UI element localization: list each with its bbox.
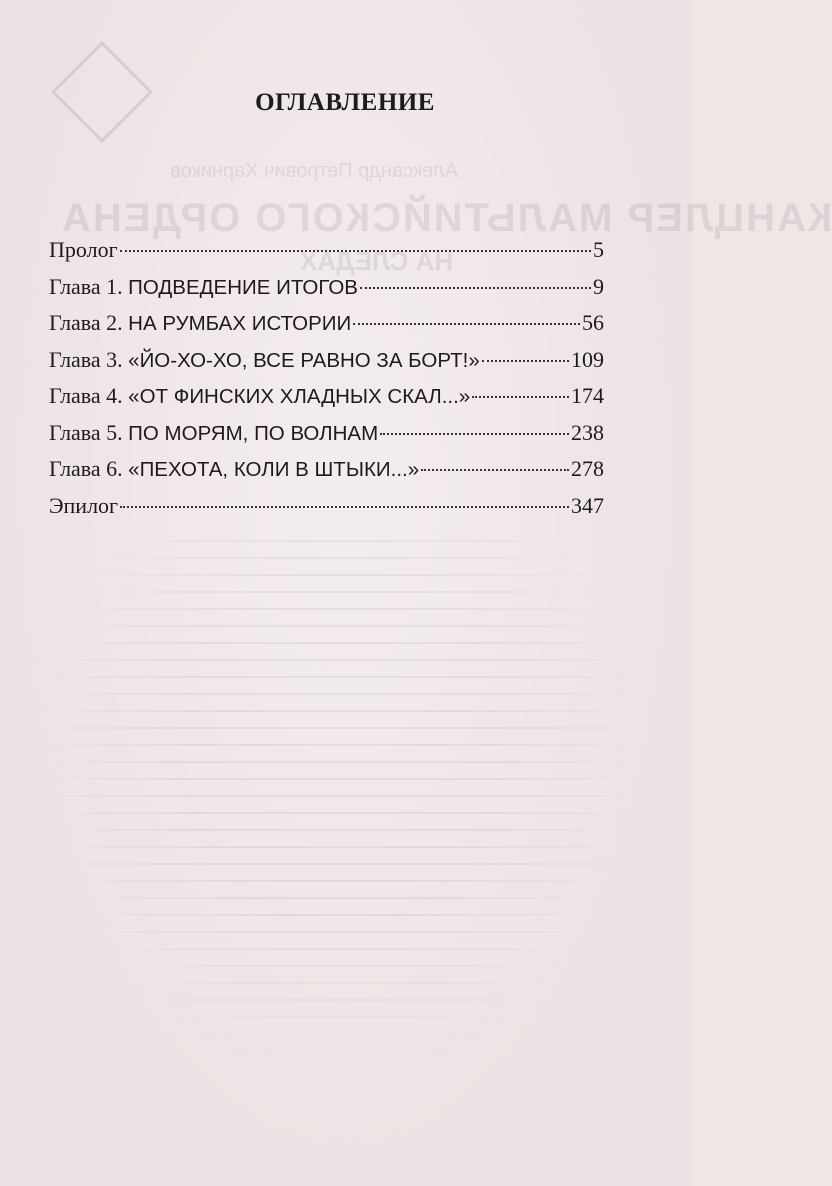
toc-entry-label	[49, 415, 378, 452]
toc-entry-label	[49, 342, 480, 379]
toc-entry-label	[49, 451, 419, 488]
toc-entry-prefix: Глава 5.	[49, 419, 123, 445]
toc-entry-title: НА РУМБАХ ИСТОРИИ	[128, 312, 352, 335]
bleed-through-imprint	[60, 540, 620, 1060]
toc-page-number: 9	[593, 273, 604, 299]
toc-dot-leader	[482, 360, 569, 362]
toc-entry-prefix: Пролог	[49, 237, 118, 262]
toc-dot-leader	[421, 469, 569, 471]
toc-entry-label	[49, 305, 351, 342]
toc-entry-label	[49, 232, 118, 268]
toc-entry-title: «ОТ ФИНСКИХ ХЛАДНЫХ СКАЛ...»	[128, 385, 471, 408]
toc-page-number: 109	[571, 346, 604, 372]
bleed-through-author: Александр Петрович Харников	[170, 160, 459, 182]
toc-entry-chapter-1[interactable]	[49, 269, 604, 306]
toc-entry-label	[49, 488, 118, 524]
toc-heading: ОГЛАВЛЕНИЕ	[255, 89, 435, 116]
toc-page-number: 238	[571, 419, 604, 445]
toc-entry-chapter-3[interactable]	[49, 342, 604, 379]
toc-entry-prefix: Глава 2.	[49, 310, 123, 335]
toc-entry-title: «ЙО-ХО-ХО, ВСЕ РАВНО ЗА БОРТ!»	[128, 348, 480, 372]
toc-entry-title: ПОДВЕДЕНИЕ ИТОГОВ	[128, 275, 358, 299]
toc-entry-prefix: Глава 3.	[49, 346, 123, 372]
bleed-through-book-title: КАНЦЛЕР МАЛЬТИЙСКОГО ОРДЕНА	[60, 196, 832, 240]
toc-entry-chapter-6[interactable]	[49, 451, 604, 488]
toc-entry-label	[49, 269, 358, 306]
toc-entry-prefix: Эпилог	[49, 492, 119, 518]
toc-page-number: 5	[593, 237, 604, 262]
toc-entry-chapter-2[interactable]	[49, 305, 604, 342]
toc-page-number: 56	[582, 310, 604, 335]
toc-entry-prefix: Глава 6.	[49, 456, 123, 481]
toc-page-number: 347	[571, 492, 604, 518]
toc-dot-leader	[120, 250, 591, 252]
toc-dot-leader	[353, 323, 580, 325]
toc-entry-epilogue[interactable]	[49, 488, 604, 525]
toc-entry-label	[49, 378, 470, 415]
toc-entry-title: «ПЕХОТА, КОЛИ В ШТЫКИ...»	[128, 458, 420, 481]
toc-page-number: 174	[571, 383, 604, 408]
toc-entry-title: ПО МОРЯМ, ПО ВОЛНАМ	[128, 421, 379, 445]
toc-entry-prologue[interactable]	[49, 232, 604, 269]
toc-list	[49, 232, 604, 524]
toc-entry-chapter-5[interactable]	[49, 415, 604, 452]
toc-dot-leader	[120, 506, 569, 508]
toc-dot-leader	[380, 433, 569, 435]
toc-dot-leader	[360, 287, 591, 289]
toc-entry-prefix: Глава 4.	[49, 383, 123, 408]
toc-entry-chapter-4[interactable]	[49, 378, 604, 415]
toc-page-number: 278	[571, 456, 604, 481]
toc-dot-leader	[472, 396, 569, 398]
bleed-through-subtitle: НА СЛЕДАХ	[300, 246, 454, 276]
toc-entry-prefix: Глава 1.	[49, 273, 123, 299]
